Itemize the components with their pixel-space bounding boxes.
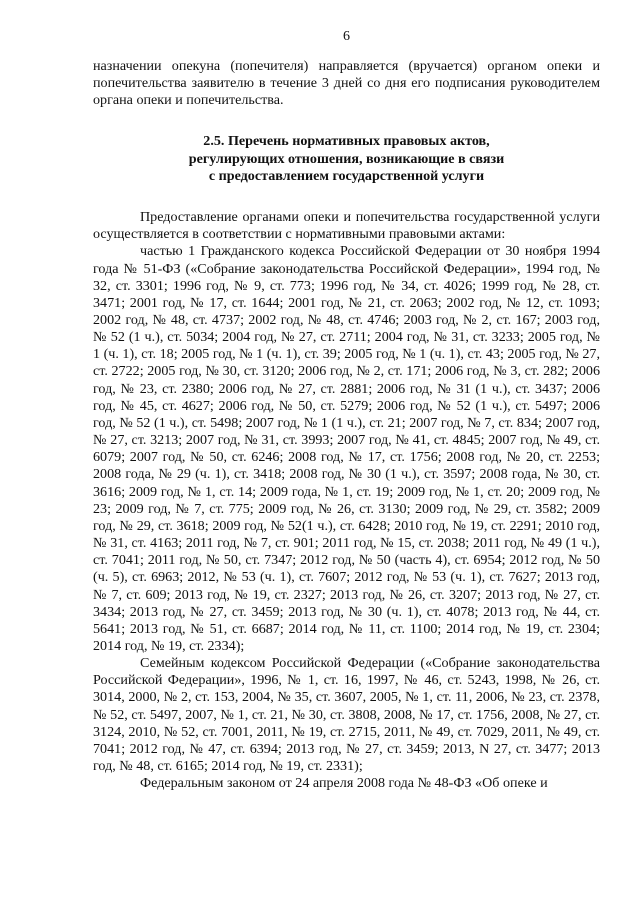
paragraph-family-code: Семейным кодексом Российской Федерации («Собрание законодательства Российской Федерации», 1996, № 1, ст. 16, 1997, № 46, ст. 5243, 1998, № 26, ст. 3014, 2000, № 2, ст. 153, 2004, № 35, ст. 3607, 2005, № 1, ст. 11, 2006, № 23, ст. 2378, № 52, ст. 5497, 2007, № 1, ст. 21, № 30, ст. 3808, 2008, № 17, ст. 1756, 2008, № 27, ст. 3124, 2010, № 52, ст. 7001, 2011, № 19, ст. 2715, 2011, № 49, ст. 7029, 2011, № 49, ст. 7041; 2012 год, № 47, ст. 6394; 2013 год, № 27, ст. 3459; 2013, N 27, ст. 3477; 2013 год, № 48, ст. 6165; 2014 год, № 19, ст. 2331);	[93, 655, 600, 775]
paragraph-civil-code: частью 1 Гражданского кодекса Российской Федерации от 30 ноября 1994 года № 51-ФЗ («Собрание законодательства Российской Федерации», 1994 год, № 32, ст. 3301; 1996 год, № 9, ст. 773; 1996 год, № 34, ст. 4026; 1999 год, № 28, ст. 3471; 2001 год, № 17, ст. 1644; 2001 год, № 21, ст. 2063; 2002 год, № 12, ст. 1093; 2002 год, № 48, ст. 4737; 2002 год, № 48, ст. 4746; 2003 год, № 2, ст. 167; 2003 год, № 52 (1 ч.), ст. 5034; 2004 год, № 27, ст. 2711; 2004 год, № 31, ст. 3233; 2005 год, № 1 (ч. 1), ст. 18; 2005 год, № 1 (ч. 1), ст. 39; 2005 год, № 1 (ч. 1), ст. 43; 2005 год, № 27, ст. 2722; 2005 год, № 30, ст. 3120; 2006 год, № 2, ст. 171; 2006 год, № 3, ст. 282; 2006 год, № 23, ст. 2380; 2006 год, № 27, ст. 2881; 2006 год, № 31 (1 ч.), ст. 3437; 2006 год, № 45, ст. 4627; 2006 год, № 50, ст. 5279; 2006 год, № 52 (1 ч.), ст. 5497; 2006 год, № 52 (1 ч.), ст. 5498; 2007 год, № 1 (1 ч.), ст. 21; 2007 год, № 7, ст. 834; 2007 год, № 27, ст. 3213; 2007 год, № 31, ст. 3993; 2007 год, № 41, ст. 4845; 2007 год, № 49, ст. 6079; 2007 год, № 50, ст. 6246; 2008 год, № 17, ст. 1756; 2008 год, № 20, ст. 2253; 2008 года, № 29 (ч. 1), ст. 3418; 2008 год, № 30 (1 ч.), ст. 3597; 2008 года, № 30, ст. 3616; 2009 год, № 1, ст. 14; 2009 года, № 1, ст. 19; 2009 год, № 1, ст. 20; 2009 год, № 23; 2009 год, № 7, ст. 775; 2009 год, № 26, ст. 3130; 2009 год, № 29, ст. 3582; 2009 год, № 29, ст. 3618; 2009 год, № 52(1 ч.), ст. 6428; 2010 год, № 19, ст. 2291; 2010 год, № 31, ст. 4163; 2011 год, № 7, ст. 901; 2011 год, № 15, ст. 2038; 2011 год, № 49 (1 ч.), ст. 7041; 2011 год, № 50, ст. 7347; 2012 год, № 50 (часть 4), ст. 6954; 2012 год, № 50 (ч. 5), ст. 6963; 2012, № 53 (ч. 1), ст. 7607; 2012 год, № 53 (ч. 1), ст. 7627; 2013 год, № 7, ст. 609; 2013 год, № 19, ст. 2327; 2013 год, № 26, ст. 3207; 2013 год, № 27, ст. 3434; 2013 год, № 27, ст. 3459; 2013 год, № 30 (ч. 1), ст. 4078; 2013 год, № 44, ст. 5641; 2013 год, № 51, ст. 6687; 2014 год, № 11, ст. 1100; 2014 год, № 19, ст. 2304; 2014 год, № 19, ст. 2334);	[93, 243, 600, 654]
page-number: 6	[343, 29, 350, 44]
intro-paragraph: назначении опекуна (попечителя) направляется (вручается) органом опеки и попечительства заявителю в течение 3 дней со дня его подписания руководителем органа опеки и попечительства.	[93, 58, 600, 109]
paragraph-provision: Предоставление органами опеки и попечительства государственной услуги осуществляется в соответствии с нормативными правовыми актами:	[93, 209, 600, 243]
section-title-line-3: с предоставлением государственной услуги	[208, 167, 485, 184]
section-title	[93, 133, 600, 185]
section-title-line-1: 2.5. Перечень нормативных правовых актов,	[203, 133, 490, 150]
paragraph-federal-law: Федеральным законом от 24 апреля 2008 года № 48-ФЗ «Об опеке и	[140, 775, 548, 792]
section-title-line-2: регулирующих отношения, возникающие в связи	[188, 150, 505, 167]
